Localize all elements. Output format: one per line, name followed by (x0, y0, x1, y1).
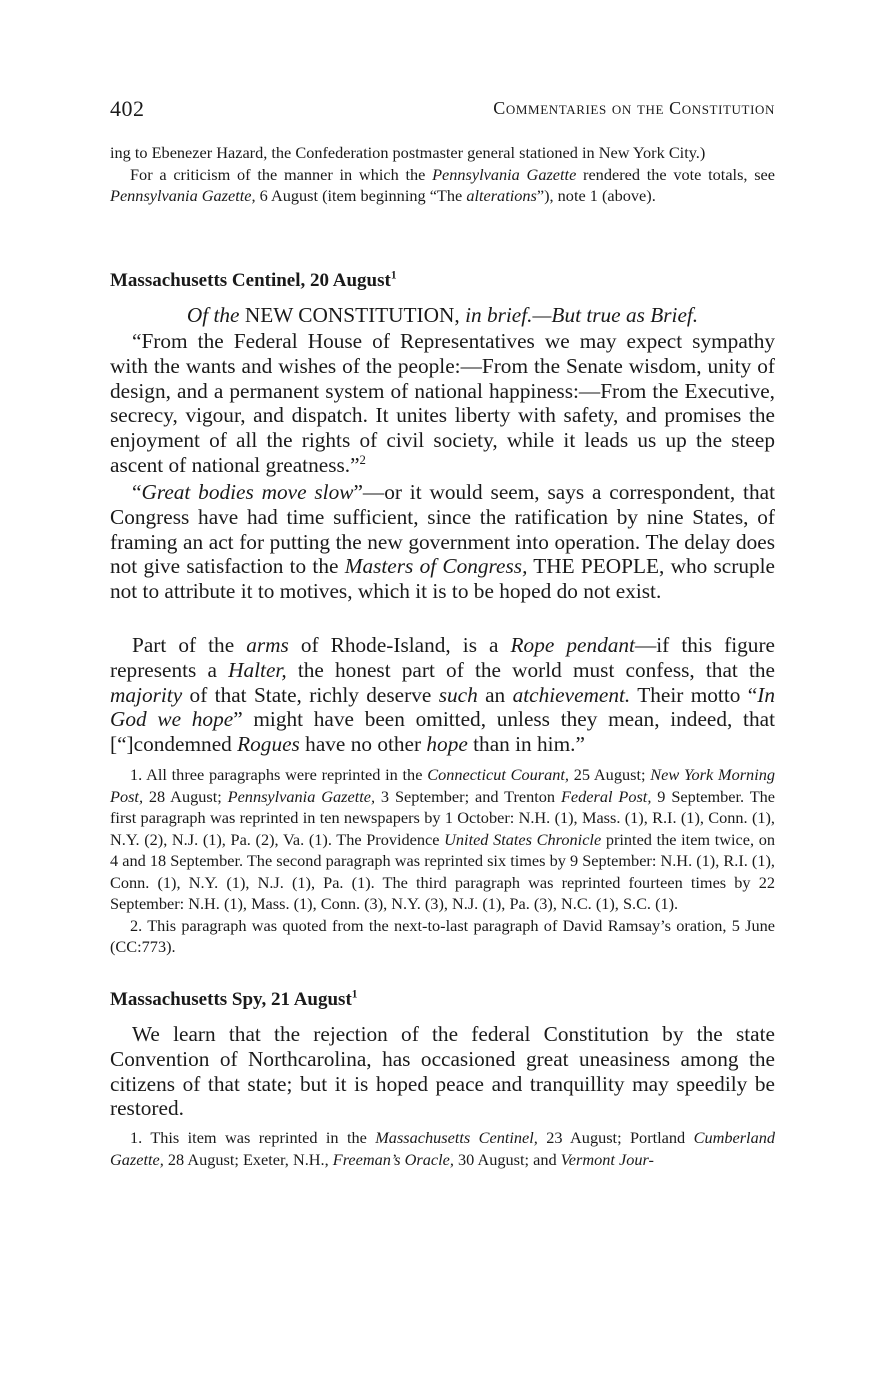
section-heading-centinel: Massachusetts Centinel, 20 August$^1$ (110, 269, 397, 291)
footnote-ref: 1 (351, 988, 358, 1001)
footnote-1: 1. All three paragraphs were reprinted in the Connecticut Courant, 25 August; New York Morning Post, 28 August; Pennsylvania Gazette, 3 September; and Trenton Federal Post, 9 September. The first paragraph was reprinted in ten newspapers by 1 October: N.H. (1), Mass. (1), R.I. (1), Conn. (1), N.Y. (2), N.J. (1), Pa. (2), Va. (1). The Providence United States Chronicle printed the item twice, on 4 and 18 September. The second paragraph was reprinted six times by 9 September: N.H. (1), R.I. (1), Conn. (1), N.Y. (1), N.J. (1), Pa. (1). The third paragraph was reprinted fourteen times by 22 September: N.H. (1), Mass. (1), Conn. (3), N.Y. (3), N.J. (1), Pa. (3), N.C. (1), S.C. (1). (110, 765, 776, 913)
page-number: 402 (110, 96, 145, 121)
paragraph-great-bodies: “Great bodies move slow”—or it would seem, says a correspondent, that Congress have had time sufficient, since the ratification by nine States, of framing an act for putting the new government into operation. The delay does not give satisfaction to the Masters of Congress, THE PEOPLE, who scruple not to attribute it to motives, which it is to be hoped do not exist. (110, 480, 775, 604)
paragraph-northcarolina: We learn that the rejection of the federal Constitution by the state Convention of Northcarolina, has occasioned great uneasiness among the citizens of that state; but it is hoped peace and tranquillity may speedily be restored. (110, 1022, 775, 1121)
section-heading-spy: Massachusetts Spy, 21 August$^1$ (110, 988, 358, 1010)
footnote-1: 1. This item was reprinted in the Massachusetts Centinel, 23 August; Portland Cumberland Gazette, 28 August; Exeter, N.H., Freeman’s Oracle, 30 August; and Vermont Jour- (110, 1128, 775, 1169)
intro-line: ing to Ebenezer Hazard, the Confederation postmaster general stationed in New York City.) (110, 143, 706, 162)
footnote-2: 2. This paragraph was quoted from the next-to-last paragraph of David Ramsay’s oration, 5 June (CC:773). (110, 915, 775, 956)
intro-criticism-note: For a criticism of the manner in which the Pennsylvania Gazette rendered the vote totals, see Pennsylvania Gazette, 6 August (item beginning “The alterations”), note 1 (above). (110, 164, 776, 205)
page-header (110, 96, 775, 122)
footnotes-centinel (110, 764, 775, 958)
section-subtitle: Of the NEW CONSTITUTION, in brief.—But true as Brief. (186, 303, 699, 327)
paragraph-rhode-island: Part of the arms of Rhode-Island, is a Rope pendant—if this figure represents a Halter, the honest part of the world must confess, that the majority of that State, richly deserve such an atchievement. Their motto “In God we hope” might have been omitted, unless they mean, indeed, that [“]condemned Rogues have no other hope than in him.” (110, 633, 776, 757)
footnote-ref: 1 (390, 269, 397, 282)
running-title: Commentaries on the Constitution (493, 98, 775, 118)
footnote-ref: 2 (359, 452, 366, 467)
paragraph-federal-house: “From the Federal House of Representatives we may expect sympathy with the wants and wishes of the people:—From the Senate wisdom, unity of design, and a permanent system of national happiness:—From the Executive, secrecy, vigour, and dispatch. It unites liberty with safety, and promises the enjoyment of all the rights of civil society, while it leads us up the steep ascent of national greatness.”$^2$ (110, 329, 775, 477)
footnotes-spy (110, 1127, 775, 1170)
intro-note-continuation (110, 142, 775, 207)
